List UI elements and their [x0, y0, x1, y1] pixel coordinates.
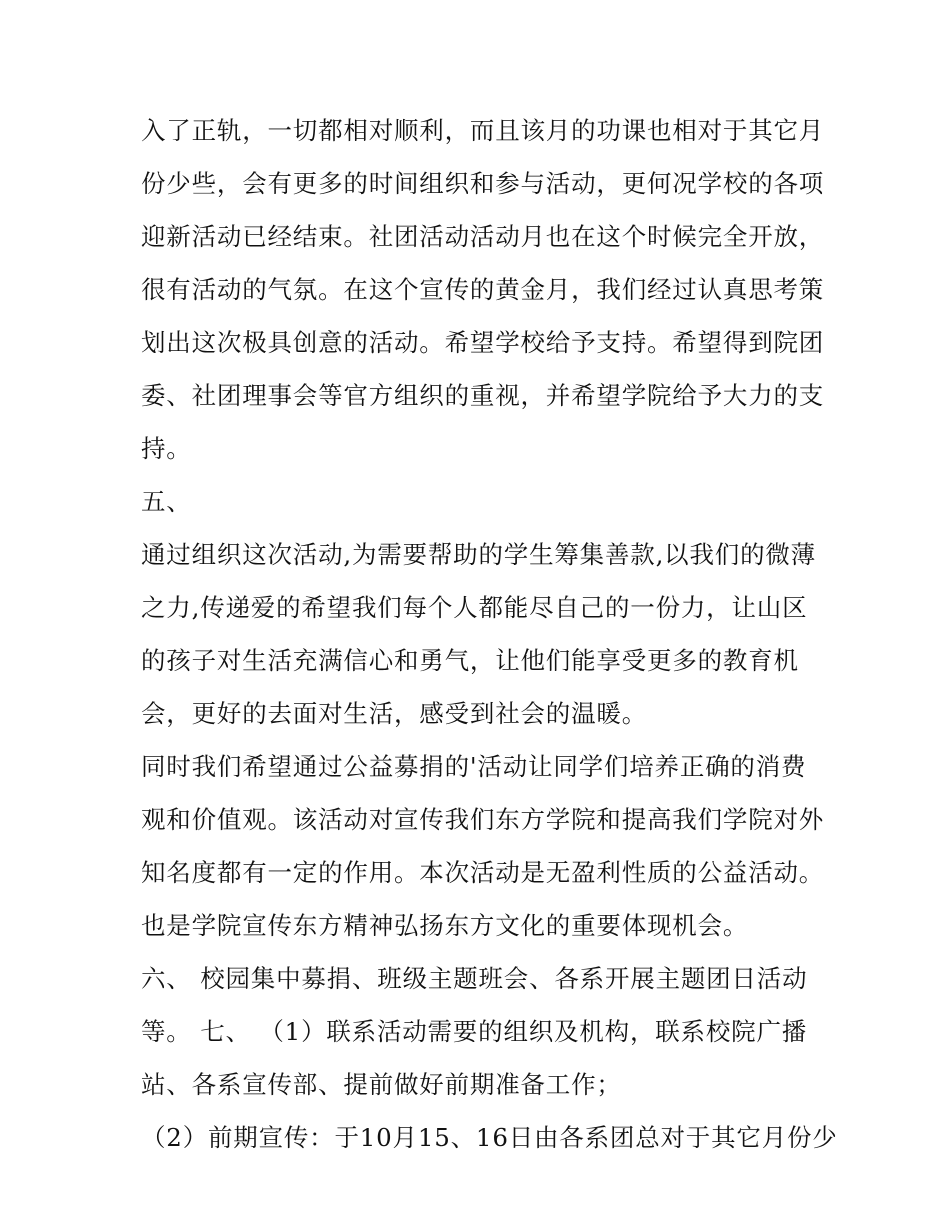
text-line: 观和价值观。该活动对宣传我们东方学院和提高我们学院对外 — [141, 805, 825, 834]
text-line: 委、社团理事会等官方组织的重视，并希望学院给予大力的支 — [141, 381, 825, 410]
text-line: 同时我们希望通过公益募捐的'活动让同学们培养正确的消费 — [141, 752, 807, 781]
text-line: 份少些，会有更多的时间组织和参与活动，更何况学校的各项 — [141, 169, 825, 198]
text-line: 划出这次极具创意的活动。希望学校给予支持。希望得到院团 — [141, 328, 825, 357]
text-line: 的孩子对生活充满信心和勇气，让他们能享受更多的教育机 — [141, 646, 799, 675]
text-line: 知名度都有一定的作用。本次活动是无盈利性质的公益活动。 — [141, 858, 825, 887]
text-line: 站、各系宣传部、提前做好前期准备工作； — [141, 1070, 622, 1099]
text-line: 持。 — [141, 434, 192, 463]
text-line: 等。 七、 （1）联系活动需要的组织及机构，联系校院广播 — [141, 1017, 808, 1046]
text-line: 之力,传递爱的希望我们每个人都能尽自己的一份力，让山区 — [141, 593, 808, 622]
text-line: 迎新活动已经结束。社团活动活动月也在这个时候完全开放， — [141, 222, 825, 251]
text-line: 很有活动的气氛。在这个宣传的黄金月，我们经过认真思考策 — [141, 275, 825, 304]
text-line: 会，更好的去面对生活，感受到社会的温暖。 — [141, 699, 647, 728]
section-heading-six: 六、 校园集中募捐、班级主题班会、各系开展主题团日活动 — [141, 964, 808, 993]
text-line: 也是学院宣传东方精神弘扬东方文化的重要体现机会。 — [141, 911, 749, 940]
text-line: 入了正轨，一切都相对顺利，而且该月的功课也相对于其它月 — [141, 116, 825, 145]
text-line: （2）前期宣传：于10月15、16日由各系团总对于其它月份少 — [141, 1123, 838, 1152]
body-text — [141, 104, 838, 1164]
section-heading-five: 五、 — [141, 487, 192, 516]
text-line: 通过组织这次活动,为需要帮助的学生筹集善款,以我们的微薄 — [141, 540, 816, 569]
